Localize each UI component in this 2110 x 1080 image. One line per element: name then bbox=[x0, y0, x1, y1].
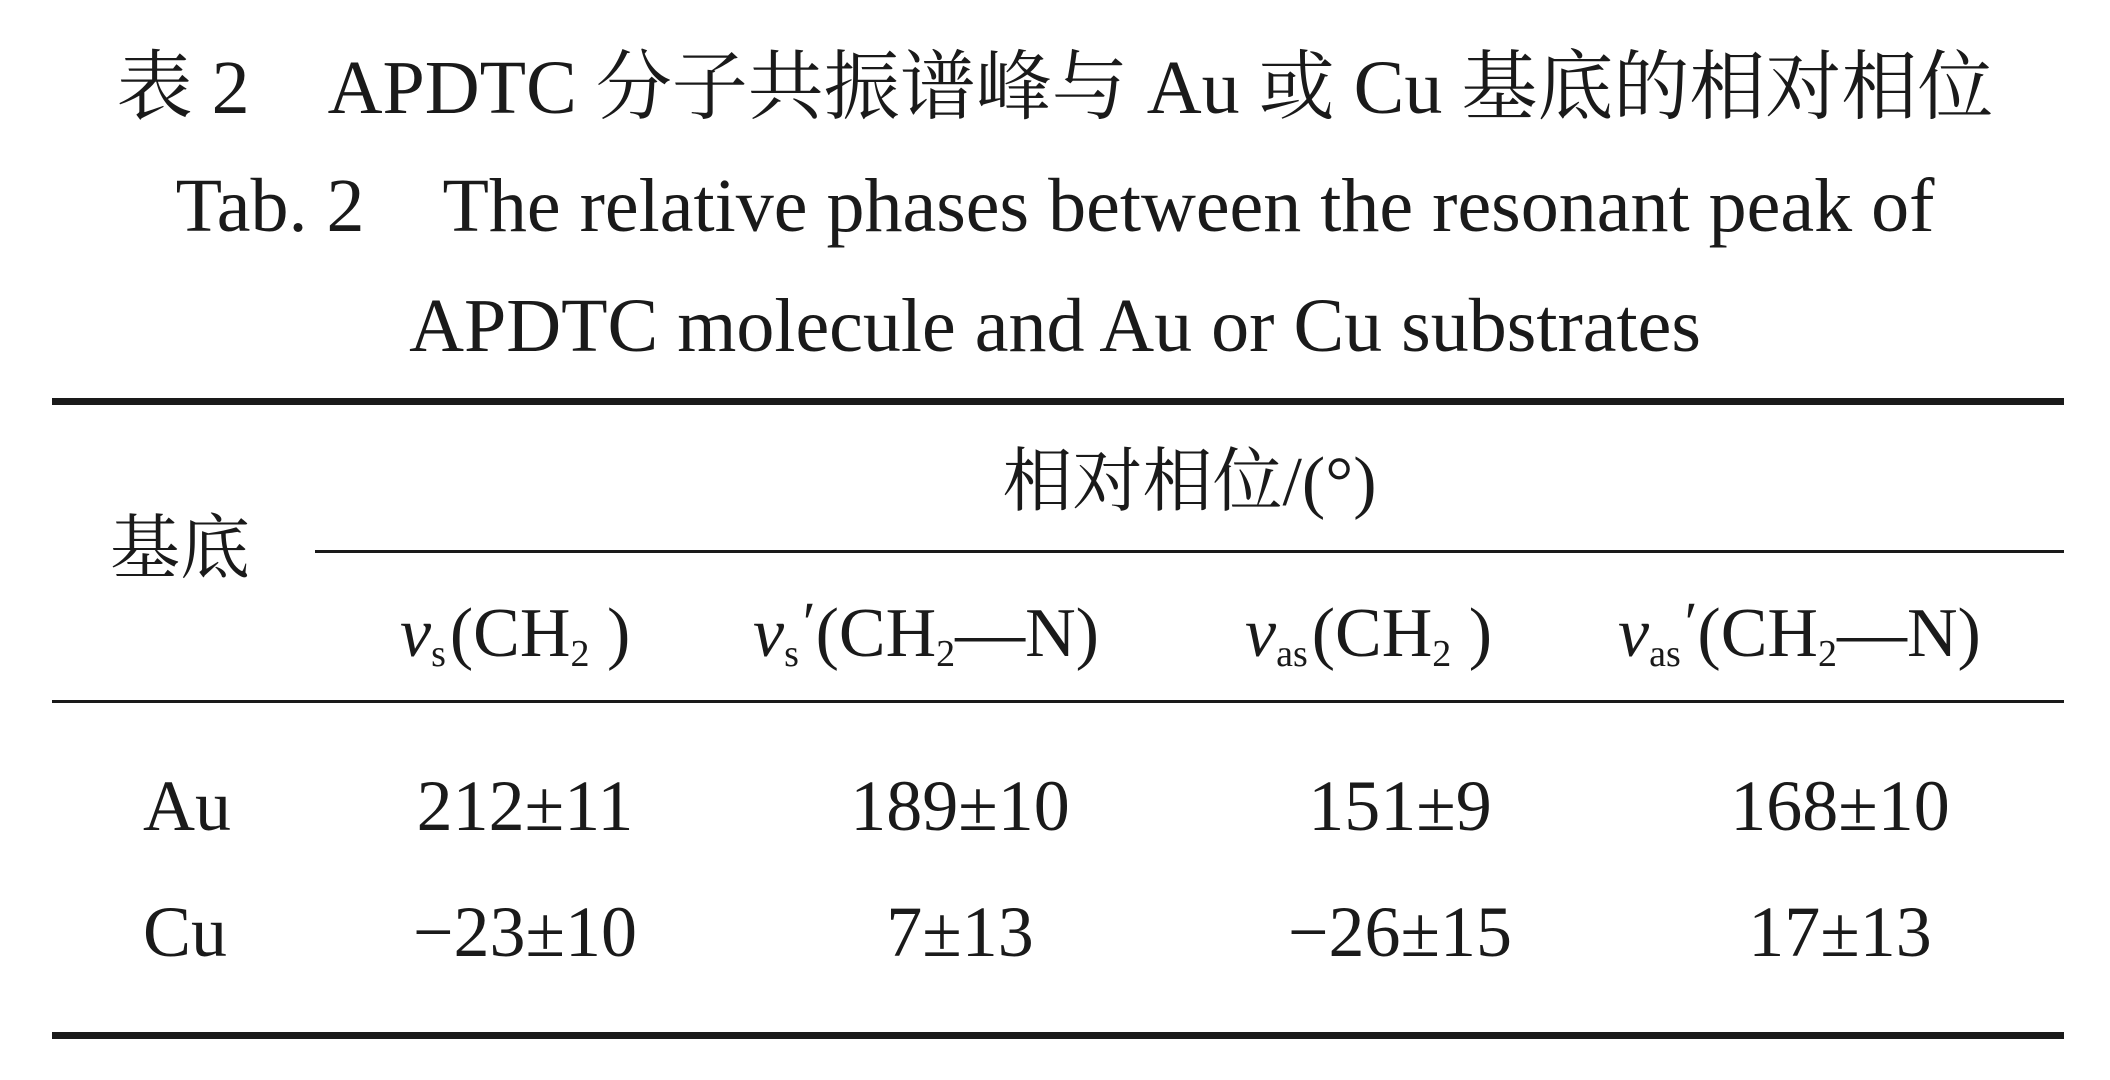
column-header-4 bbox=[1618, 590, 1981, 675]
column-header-prime: ′ bbox=[1684, 590, 1698, 655]
caption-chinese-label: 表 2 bbox=[116, 46, 250, 130]
column-header-symbol: ν bbox=[1245, 595, 1277, 672]
caption-english-title-1: The relative phases between the resonant peak of bbox=[442, 164, 1935, 248]
bottom-rule bbox=[52, 1032, 2064, 1039]
table-cell: −26±15 bbox=[1287, 892, 1513, 972]
stub-header: 基底 bbox=[110, 511, 250, 588]
column-header-symbol: ν bbox=[400, 595, 432, 672]
column-header-open: (CH bbox=[1311, 595, 1433, 672]
caption-english-line-1 bbox=[0, 164, 2110, 248]
header-rule bbox=[52, 700, 2064, 703]
column-header-symbol: ν bbox=[753, 595, 785, 672]
table-cell: 168±10 bbox=[1730, 766, 1950, 846]
column-header-close: ) bbox=[589, 595, 631, 672]
column-header-subscript: as bbox=[1649, 633, 1681, 675]
column-header-subscript: as bbox=[1276, 633, 1308, 675]
column-header-open: (CH bbox=[1697, 595, 1818, 672]
caption-english-label: Tab. 2 bbox=[175, 164, 365, 248]
row-label-cu: Cu bbox=[143, 892, 228, 972]
column-header-subscript: s bbox=[784, 633, 799, 675]
column-header-close: —N) bbox=[955, 595, 1099, 672]
column-header-open: (CH bbox=[815, 595, 937, 672]
caption-english-line-2: APDTC molecule and Au or Cu substrates bbox=[409, 284, 1701, 368]
column-header-sub2: 2 bbox=[1432, 633, 1452, 675]
column-header-subscript: s bbox=[431, 633, 446, 675]
table-cell: 7±13 bbox=[886, 892, 1034, 972]
top-rule bbox=[52, 398, 2064, 405]
column-header-sub2: 2 bbox=[1817, 633, 1837, 675]
table-cell: 17±13 bbox=[1748, 892, 1932, 972]
caption-chinese bbox=[0, 46, 2110, 130]
column-header-2 bbox=[753, 590, 1099, 675]
table-cell: 212±11 bbox=[416, 766, 634, 846]
column-header-symbol: ν bbox=[1618, 595, 1650, 672]
caption-chinese-title: APDTC 分子共振谱峰与 Au 或 Cu 基底的相对相位 bbox=[327, 46, 1994, 130]
column-header-3 bbox=[1245, 594, 1492, 673]
table-cell: 189±10 bbox=[850, 766, 1070, 846]
column-header-prime: ′ bbox=[802, 590, 816, 655]
column-header-close: ) bbox=[1451, 595, 1493, 672]
table-cell: −23±10 bbox=[412, 892, 638, 972]
column-header-sub2: 2 bbox=[936, 633, 956, 675]
spanner-rule bbox=[315, 550, 2064, 553]
table-cell: 151±9 bbox=[1308, 766, 1492, 846]
spanner-header: 相对相位/(°) bbox=[1002, 444, 1377, 521]
column-header-1 bbox=[400, 594, 630, 673]
row-label-au: Au bbox=[143, 766, 231, 846]
column-header-open: (CH bbox=[449, 595, 571, 672]
column-header-sub2: 2 bbox=[570, 633, 590, 675]
column-header-close: —N) bbox=[1836, 595, 1981, 672]
